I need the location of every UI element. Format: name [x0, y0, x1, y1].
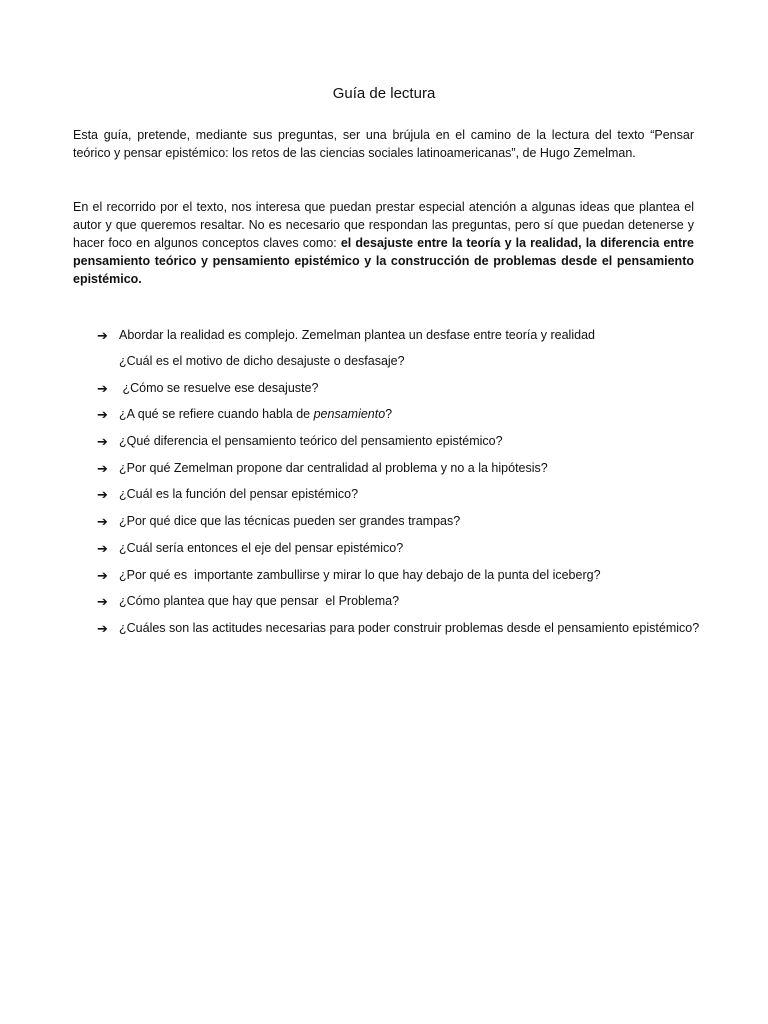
- question-text: ¿Cómo plantea que hay que pensar el Problema?: [119, 594, 400, 609]
- question-item: [97, 539, 717, 558]
- intro-paragraph: Esta guía, pretende, mediante sus preguntas, ser una brújula en el camino de la lectura del texto “Pensar teórico y pensar epistémico: los retos de las ciencias sociales latinoamericanas”, de Hugo Zemelman.: [73, 128, 694, 160]
- question-text-part: ?: [385, 407, 393, 422]
- question-item: [97, 592, 717, 611]
- arrow-right-icon: ➔: [97, 620, 108, 636]
- question-text: Abordar la realidad es complejo. Zemelman plantea un desfase entre teoría y realidad: [119, 328, 595, 342]
- question-text: ¿Cuál es la función del pensar epistémico?: [119, 487, 359, 502]
- question-text: ¿Cuáles son las actitudes necesarias para poder construir problemas desde el pensamiento epistémico?: [119, 620, 700, 635]
- focus-text: En el recorrido por el texto, nos interesa que puedan prestar especial atención a algunas ideas que plantea el autor y que queremos resaltar. No es necesario que respondan las preguntas, pero sí que puedan detenerse y hacer foco en algunos conceptos claves como:: [73, 200, 694, 250]
- question-item: [97, 485, 717, 504]
- question-item: [97, 615, 717, 642]
- focus-paragraph: [73, 198, 694, 288]
- question-item: [97, 566, 717, 585]
- arrow-right-icon: ➔: [97, 540, 108, 556]
- question-subtext: ¿Cuál es el motivo de dicho desajuste o desfasaje?: [119, 354, 405, 368]
- question-text: [119, 407, 392, 421]
- question-text: ¿Por qué dice que las técnicas pueden ser grandes trampas?: [119, 514, 461, 529]
- question-item: [97, 405, 717, 424]
- question-item: [97, 512, 717, 531]
- questions-list: [97, 326, 717, 650]
- question-emphasis: pensamiento: [313, 407, 386, 422]
- question-item: [97, 432, 717, 451]
- arrow-right-icon: ➔: [97, 407, 108, 423]
- question-text: ¿Por qué Zemelman propone dar centralidad al problema y no a la hipótesis?: [119, 460, 548, 475]
- question-text: ¿Por qué es importante zambullirse y mirar lo que hay debajo de la punta del iceberg?: [119, 567, 601, 582]
- arrow-right-icon: ➔: [97, 434, 108, 450]
- arrow-right-icon: ➔: [97, 487, 108, 503]
- arrow-right-icon: ➔: [97, 460, 108, 476]
- arrow-right-icon: ➔: [97, 328, 108, 343]
- question-text: ¿Qué diferencia el pensamiento teórico del pensamiento epistémico?: [119, 434, 503, 449]
- question-text: ¿Cuál sería entonces el eje del pensar epistémico?: [119, 540, 404, 555]
- question-text: ¿Cómo se resuelve ese desajuste?: [119, 380, 319, 395]
- question-item: [97, 326, 717, 371]
- arrow-right-icon: ➔: [97, 380, 108, 396]
- question-item: [97, 379, 717, 398]
- key-concepts-text: el desajuste entre la teoría y la realidad, la diferencia entre pensamiento teórico y pensamiento epistémico y la construcción de problemas desde el pensamiento epistémico.: [73, 236, 694, 286]
- arrow-right-icon: ➔: [97, 514, 108, 530]
- document-title: Guía de lectura: [332, 85, 436, 102]
- arrow-right-icon: ➔: [97, 567, 108, 583]
- question-item: [97, 459, 717, 478]
- question-text-part: ¿A qué se refiere cuando habla de: [119, 407, 314, 422]
- arrow-right-icon: ➔: [97, 594, 108, 610]
